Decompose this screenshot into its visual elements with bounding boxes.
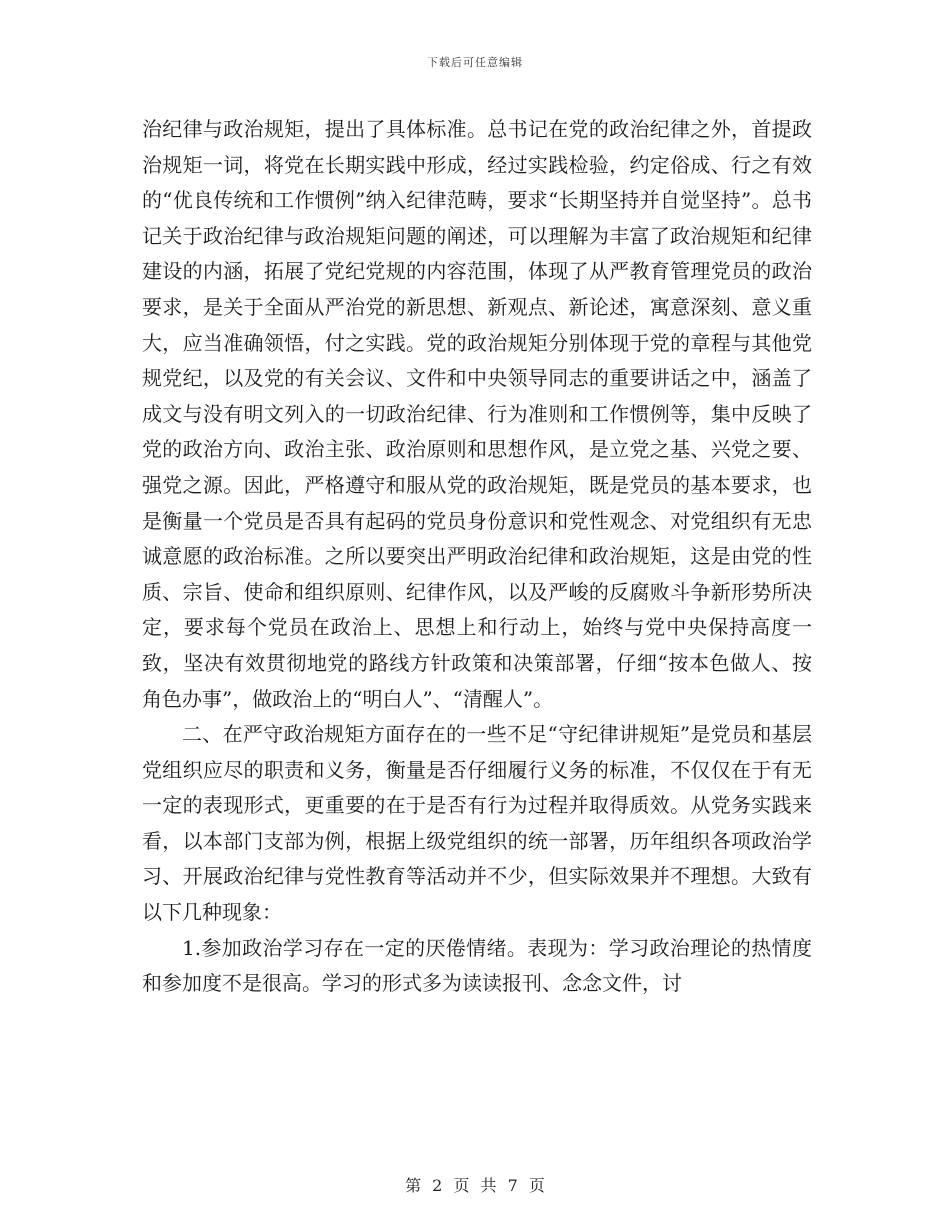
page-number: 第 2 页 共 7 页 [405,1176,545,1195]
page-header: 下载后可任意编辑 [427,56,523,69]
paragraph-section-two: 二、在严守政治规矩方面存在的一些不足“守纪律讲规矩”是党员和基层党组织应尽的职责和义务，衡量是否仔细履行义务的标准，不仅仅在于有无一定的表现形式，更重要的在于是否有行为过程并取得质效。从党务实践来看，以本部门支部为例，根据上级党组织的统一部署，历年组织各项政治学习、开展政治纪律与党性教育等活动并不少，但实际效果并不理想。大致有以下几种现象： [142,722,812,925]
paragraph-continuation: 治纪律与政治规矩，提出了具体标准。总书记在党的政治纪律之外，首提政治规矩一词，将党在长期实践中形成，经过实践检验，约定俗成、行之有效的“优良传统和工作惯例”纳入纪律范畴，要求“长期坚持并自觉坚持”。总书记关于政治纪律与政治规矩问题的阐述，可以理解为丰富了政治规矩和纪律建设的内涵，拓展了党纪党规的内容范围，体现了从严教育管理党员的政治要求，是关于全面从严治党的新思想、新观点、新论述，寓意深刻、意义重大，应当准确领悟，付之实践。党的政治规矩分别体现于党的章程与其他党规党纪，以及党的有关会议、文件和中央领导同志的重要讲话之中，涵盖了成文与没有明文列入的一切政治纪律、行为准则和工作惯例等，集中反映了党的政治方向、政治主张、政治原则和思想作风，是立党之基、兴党之要、强党之源。因此，严格遵守和服从党的政治规矩，既是党员的基本要求，也是衡量一个党员是否具有起码的党员身份意识和党性观念、对党组织有无忠诚意愿的政治标准。之所以要突出严明政治纪律和政治规矩，这是由党的性质、宗旨、使命和组织原则、纪律作风，以及严峻的反腐败斗争新形势所决定，要求每个党员在政治上、思想上和行动上，始终与党中央保持高度一致，坚决有效贯彻地党的路线方针政策和决策部署，仔细“按本色做人、按角色办事”，做政治上的“明白人”、“清醒人”。 [142,117,812,711]
paragraph-item-one: 1.参加政治学习存在一定的厌倦情绪。表现为：学习政治理论的热情度和参加度不是很高。学习的形式多为读读报刊、念念文件，讨 [142,935,812,996]
document-body [142,112,812,1002]
